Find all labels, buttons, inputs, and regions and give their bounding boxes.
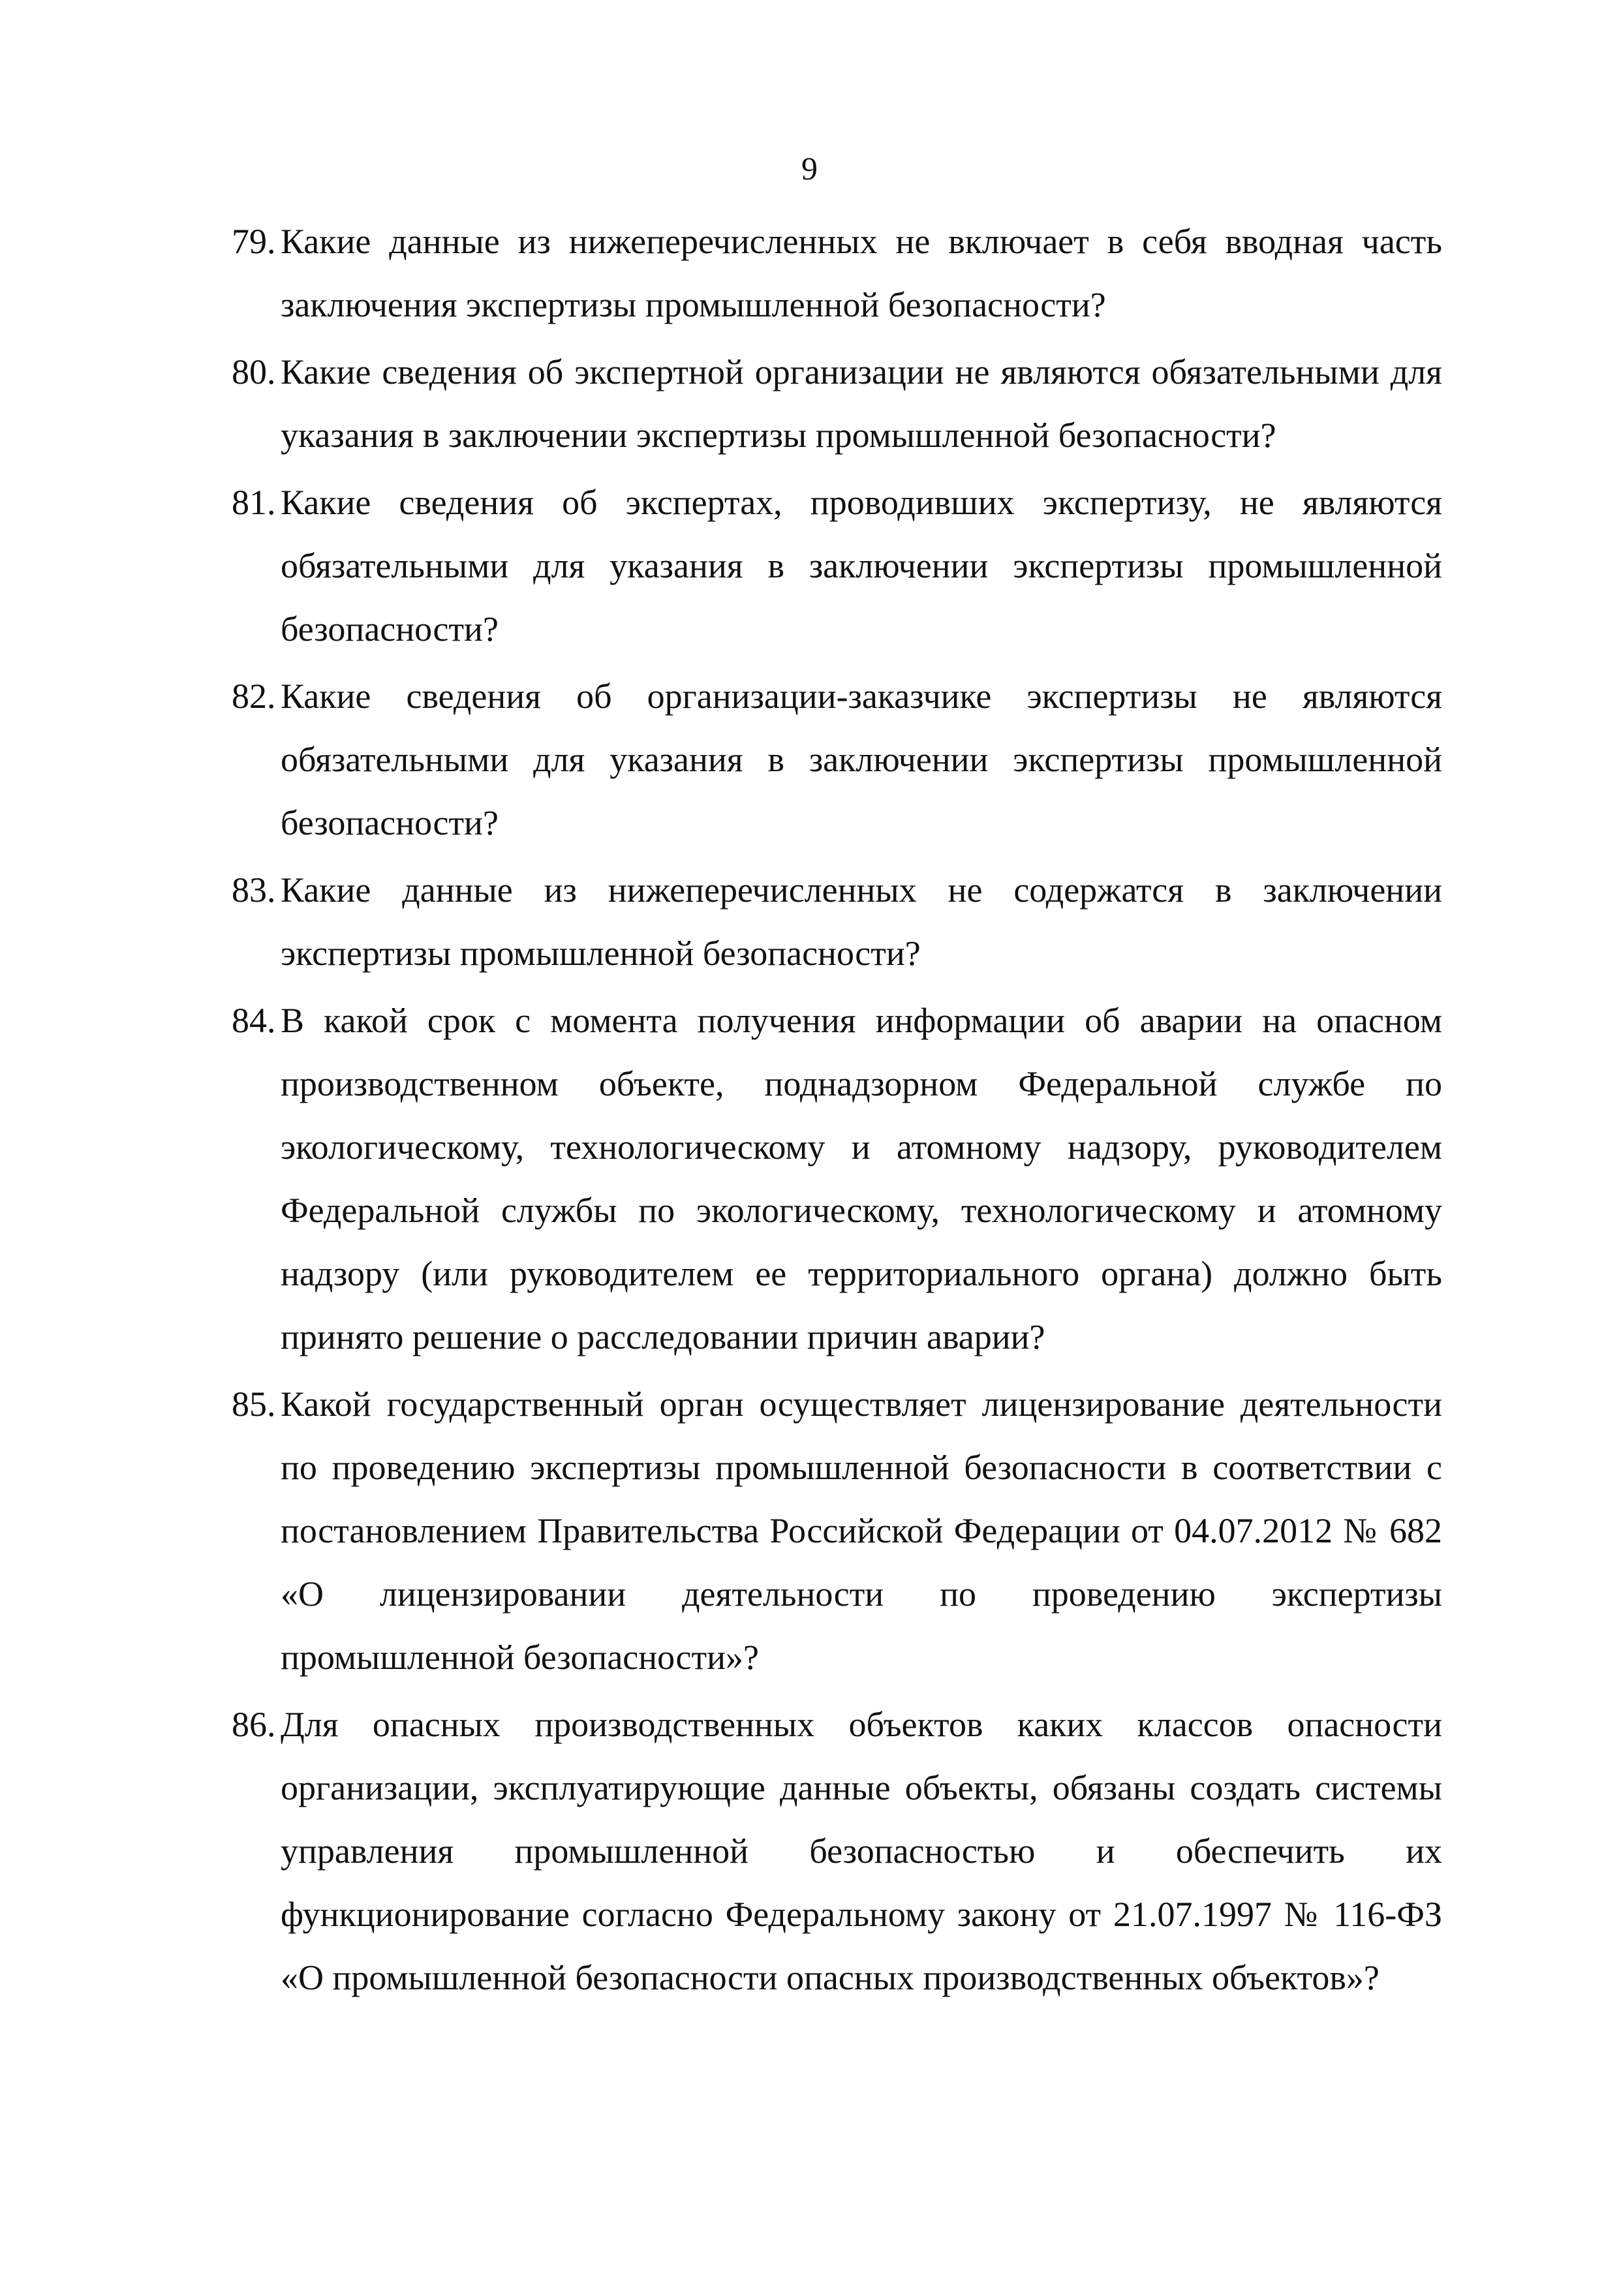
question-number: 86.: [232, 1705, 276, 1744]
question-84: [232, 989, 1442, 1369]
question-number: 81.: [232, 483, 276, 522]
question-83: [232, 859, 1442, 985]
question-text: Какие сведения об экспертах, проводивших экспертизу, не являются обязательными для указания в заключении экспертизы промышленной безопасности?: [281, 483, 1442, 649]
question-86: [232, 1693, 1442, 2010]
question-text: Какие сведения об организации-заказчике экспертизы не являются обязательными для указания в заключении экспертизы промышленной безопасности?: [281, 677, 1442, 842]
question-number: 79.: [232, 222, 276, 261]
question-81: [232, 471, 1442, 661]
page-number: 9: [801, 150, 818, 187]
question-number: 84.: [232, 1001, 276, 1040]
question-text: В какой срок с момента получения информации об аварии на опасном производственном объекте, поднадзорном Федеральной службе по экологическому, технологическому и атомному надзору, руководителем Федеральной службы по экологическому, технологическому и атомному надзору (или руководителем ее территориального органа) должно быть принято решение о расследовании причин аварии?: [281, 1001, 1442, 1356]
question-82: [232, 665, 1442, 855]
question-79: [232, 210, 1442, 337]
question-text: Какие данные из нижеперечисленных не содержатся в заключении экспертизы промышленной безопасности?: [281, 870, 1442, 973]
question-text: Для опасных производственных объектов каких классов опасности организации, эксплуатирующие данные объекты, обязаны создать системы управления промышленной безопасностью и обеспечить их функционирование согласно Федеральному закону от 21.07.1997 № 116-ФЗ «О промышленной безопасности опасных производственных объектов»?: [281, 1705, 1442, 1997]
question-text: Какой государственный орган осуществляет лицензирование деятельности по проведению экспертизы промышленной безопасности в соответствии с постановлением Правительства Российской Федерации от 04.07.2012 № 682 «О лицензировании деятельности по проведению экспертизы промышленной безопасности»?: [281, 1385, 1442, 1677]
question-text: Какие сведения об экспертной организации не являются обязательными для указания в заключении экспертизы промышленной безопасности?: [281, 352, 1442, 455]
question-list: [232, 210, 1442, 2013]
question-number: 85.: [232, 1385, 276, 1424]
question-number: 83.: [232, 870, 276, 910]
question-text: Какие данные из нижеперечисленных не включает в себя вводная часть заключения экспертизы промышленной безопасности?: [281, 222, 1442, 324]
question-number: 82.: [232, 677, 276, 716]
question-number: 80.: [232, 352, 276, 391]
question-85: [232, 1373, 1442, 1689]
question-80: [232, 341, 1442, 467]
